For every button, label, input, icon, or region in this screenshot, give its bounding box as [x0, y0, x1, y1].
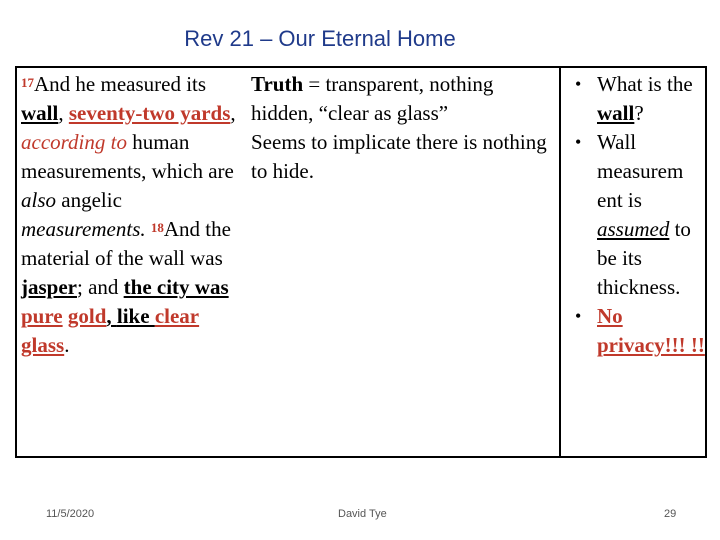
footer-author: David Tye	[338, 508, 387, 520]
text-segment: .	[64, 333, 70, 357]
like-word: like	[116, 304, 155, 328]
assumed-word: assumed	[597, 217, 670, 241]
city-phrase: the city was	[123, 275, 229, 299]
text-segment: ,	[230, 101, 236, 125]
text-segment: = transparent, nothing hidden, “clear as glass”	[251, 72, 494, 125]
commentary-column	[247, 68, 559, 456]
text-segment: to be its thickness.	[597, 217, 691, 299]
wall-word: wall	[21, 101, 59, 125]
no-privacy-text: No privacy!!! !!	[597, 304, 705, 357]
text-segment: human measurements, which are	[21, 130, 234, 183]
scripture-text	[17, 68, 247, 360]
note-item	[561, 128, 705, 302]
commentary-text	[247, 68, 559, 186]
content-table	[15, 66, 707, 458]
pure-word: pure	[21, 304, 63, 328]
seventy-two-yards: seventy-two yards	[68, 101, 231, 125]
text-segment: ,	[58, 101, 69, 125]
text-segment: ; and	[77, 275, 124, 299]
gold-word: gold	[67, 304, 107, 328]
measurements-word: measurements.	[21, 217, 146, 241]
text-segment: ,	[106, 304, 117, 328]
notes-list	[561, 68, 705, 360]
text-segment: Wall measurem ent is	[597, 130, 684, 212]
notes-column	[559, 68, 705, 456]
text-segment: ?	[634, 101, 644, 125]
text-segment: And he measured its	[34, 72, 207, 96]
text-segment: And the material of the wall was	[21, 217, 231, 270]
verse-18-number: 18	[150, 220, 164, 235]
text-segment: angelic	[56, 188, 122, 212]
also-word: also	[21, 188, 57, 212]
scripture-column	[17, 68, 247, 456]
note-item	[561, 70, 705, 128]
according-to: according to	[21, 130, 127, 154]
note-item	[561, 302, 705, 360]
text-segment: What is the	[597, 72, 693, 96]
jasper-word: jasper	[21, 275, 77, 299]
footer-page-number: 29	[664, 508, 677, 520]
clear-glass: clear glass	[21, 304, 200, 357]
footer-date: 11/5/2020	[46, 508, 95, 520]
text-segment: Seems to implicate there is nothing to hide.	[251, 130, 547, 183]
wall-word: wall	[597, 101, 635, 125]
slide-title: Rev 21 – Our Eternal Home	[184, 26, 456, 51]
verse-17-number: 17	[21, 75, 34, 90]
truth-word: Truth	[251, 72, 304, 96]
